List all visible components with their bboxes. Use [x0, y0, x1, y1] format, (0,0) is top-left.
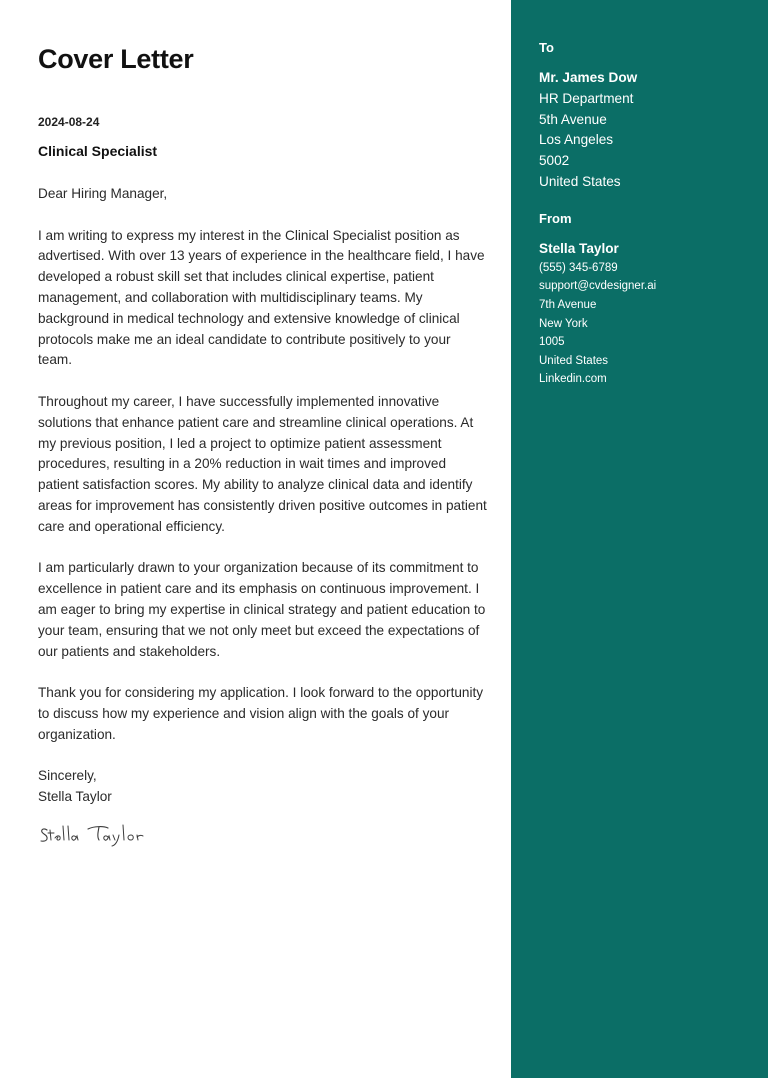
signature-icon	[38, 818, 158, 848]
address-sidebar	[511, 0, 768, 1078]
recipient-zip: 5002	[539, 153, 570, 169]
sender-linkedin: Linkedin.com	[539, 373, 607, 386]
sender-phone: (555) 345-6789	[539, 261, 618, 274]
sender-country: United States	[539, 354, 609, 367]
letter-paragraph-1: I am writing to express my interest in the Clinical Specialist position as advertised. With over 13 years of experience in the healthcare field, I have developed a robust skill set that includes clinical expertise, patient management, and collaboration with multidisciplinary teams. My background in medical technology and extensive knowledge of clinical protocols make me an ideal candidate to contribute positively to your team.	[38, 227, 485, 368]
letter-date: 2024-08-24	[38, 115, 100, 129]
recipient-street: 5th Avenue	[539, 111, 607, 127]
from-heading: From	[539, 210, 572, 226]
letter-paragraph-3: I am particularly drawn to your organization because of its commitment to excellence in patient care and its emphasis on continuous improvement. I am eager to bring my expertise in clinical strategy and patient education to your team, ensuring that we not only meet but exceed the expectations of our patients and stakeholders.	[38, 560, 486, 659]
sender-email: support@cvdesigner.ai	[539, 280, 657, 293]
letter-paragraph-4: Thank you for considering my application. I look forward to the opportunity to discuss how my experience and vision align with the goals of your organization.	[38, 685, 484, 742]
sender-city: New York	[539, 317, 588, 330]
closing-name: Stella Taylor	[38, 789, 112, 805]
letter-paragraph-2: Throughout my career, I have successfully implemented innovative solutions that enhance patient care and streamline clinical operations. At my previous position, I led a project to optimize patient assessment procedures, resulting in a 20% reduction in wait times and improved patient satisfaction scores. My ability to analyze clinical data and identify areas for improvement has consistently driven positive outcomes in patient care and operational efficiency.	[38, 393, 487, 534]
recipient-city: Los Angeles	[539, 132, 614, 148]
page-title: Cover Letter	[38, 44, 194, 74]
recipient-country: United States	[539, 173, 621, 189]
closing-block	[38, 766, 487, 808]
closing-phrase: Sincerely,	[38, 768, 97, 784]
salutation: Dear Hiring Manager,	[38, 186, 168, 201]
to-heading: To	[539, 40, 554, 55]
sender-name: Stella Taylor	[539, 240, 619, 256]
position-title: Clinical Specialist	[38, 143, 158, 159]
sender-zip: 1005	[539, 336, 565, 349]
recipient-name: Mr. James Dow	[539, 70, 638, 85]
recipient-department: HR Department	[539, 90, 634, 106]
sender-street: 7th Avenue	[539, 298, 597, 311]
handwritten-signature	[38, 818, 158, 848]
